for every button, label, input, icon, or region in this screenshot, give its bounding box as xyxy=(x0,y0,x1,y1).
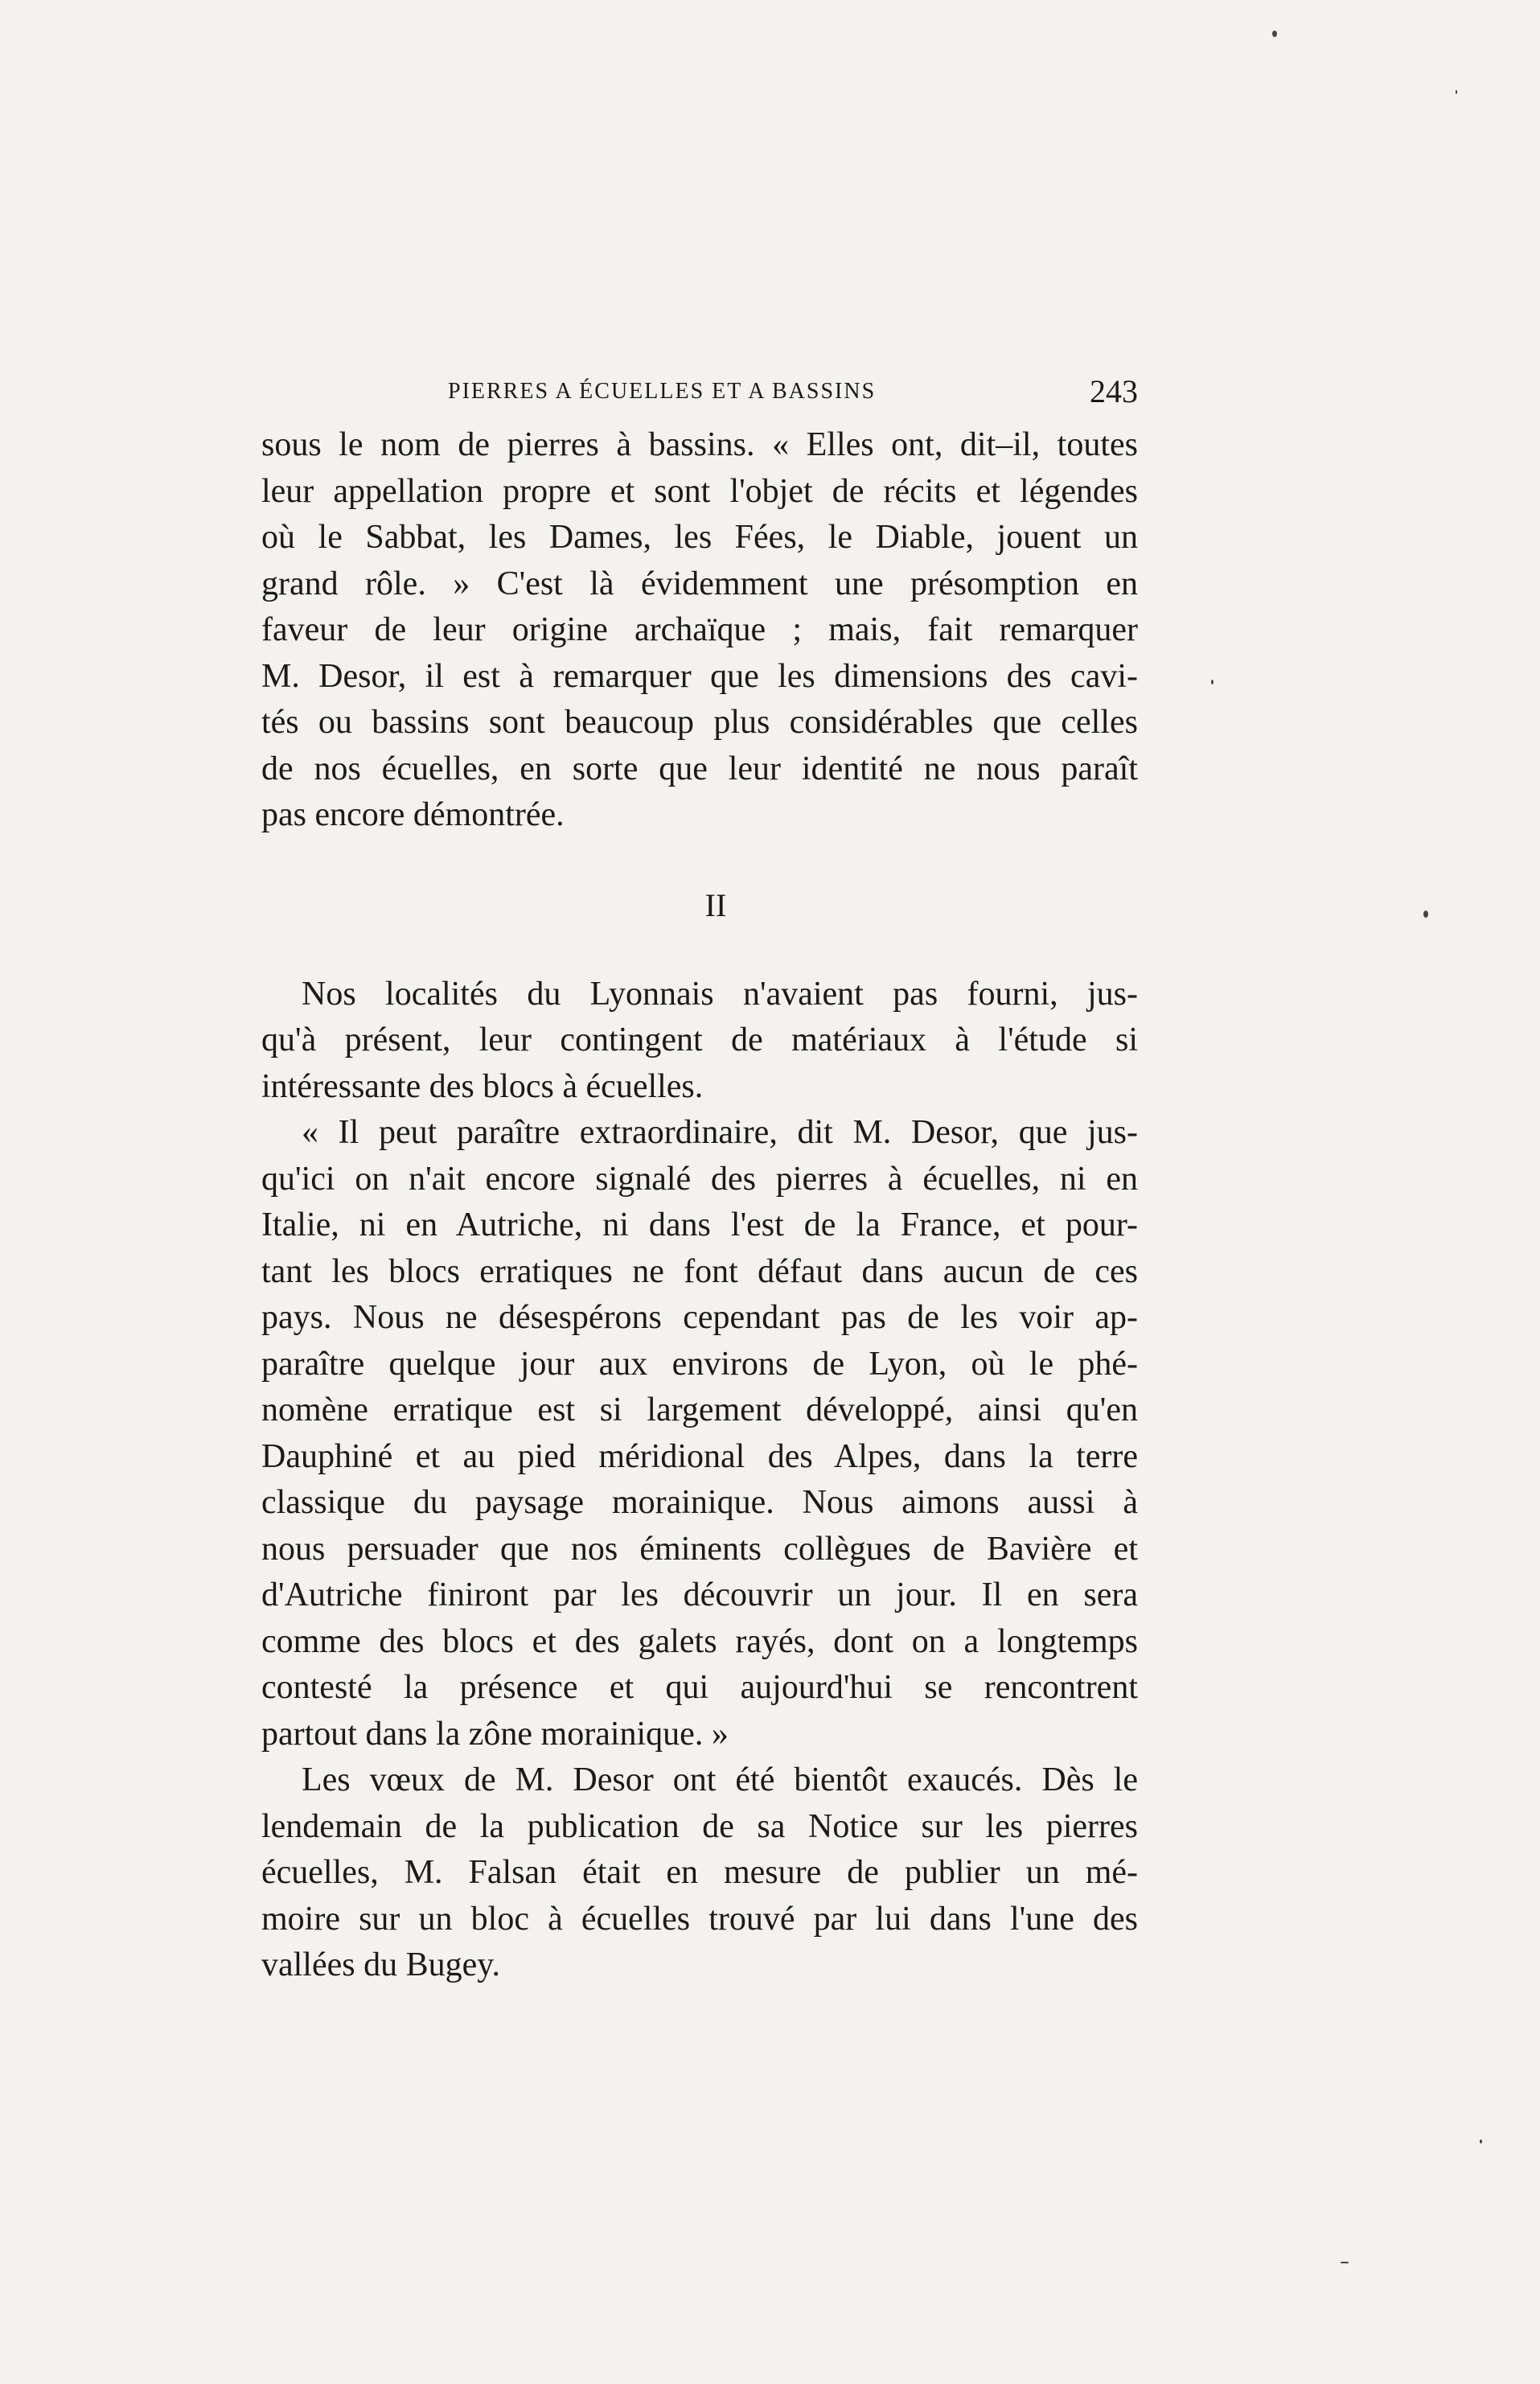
text-line: Dauphiné et au pied méridional des Alpes, dans la terre xyxy=(261,1437,1138,1475)
running-title: PIERRES A ÉCUELLES ET A BASSINS xyxy=(448,379,877,404)
section-heading: II xyxy=(704,886,727,923)
text-line: « Il peut paraître extraordinaire, dit M. Desor, que jus- xyxy=(302,1114,1138,1151)
paragraph-3 xyxy=(261,1110,1138,1757)
text-block xyxy=(261,422,1138,1989)
text-line: grand rôle. » C'est là évidemment une présomption en xyxy=(261,565,1138,602)
page-number: 243 xyxy=(1090,373,1138,409)
text-line: leur appellation propre et sont l'objet de récits et légendes xyxy=(261,472,1138,510)
scan-speck xyxy=(1341,2262,1349,2263)
paragraph-2 xyxy=(261,972,1138,1111)
text-line: pas encore démontrée. xyxy=(261,796,565,833)
text-line: nomène erratique est si largement développé, ainsi qu'en xyxy=(261,1391,1138,1428)
text-line: intéressante des blocs à écuelles. xyxy=(261,1067,704,1105)
text-line: Les vœux de M. Desor ont été bientôt exaucés. Dès le xyxy=(302,1761,1138,1798)
text-line: où le Sabbat, les Dames, les Fées, le Diable, jouent un xyxy=(261,519,1138,556)
paragraph-1 xyxy=(261,422,1138,839)
text-line: faveur de leur origine archaïque ; mais, fait remarquer xyxy=(261,611,1138,648)
text-line: d'Autriche finiront par les découvrir un jour. Il en sera xyxy=(261,1576,1138,1613)
scan-speck xyxy=(1480,2139,1482,2144)
text-line: qu'ici on n'ait encore signalé des pierres à écuelles, ni en xyxy=(261,1160,1138,1198)
scan-speck xyxy=(1423,910,1428,918)
text-line: Nos localités du Lyonnais n'avaient pas fourni, jus- xyxy=(302,975,1138,1013)
text-line: partout dans la zône morainique. » xyxy=(261,1715,729,1753)
text-line: qu'à présent, leur contingent de matériaux à l'étude si xyxy=(261,1021,1138,1058)
text-line: comme des blocs et des galets rayés, dont on a longtemps xyxy=(261,1622,1138,1660)
scan-speck xyxy=(1456,90,1457,94)
text-line: Italie, ni en Autriche, ni dans l'est de la France, et pour- xyxy=(261,1206,1138,1243)
text-line: tés ou bassins sont beaucoup plus considérables que celles xyxy=(261,704,1138,741)
text-line: tant les blocs erratiques ne font défaut dans aucun de ces xyxy=(261,1252,1138,1290)
text-line: de nos écuelles, en sorte que leur identité ne nous paraît xyxy=(261,750,1138,787)
text-line: moire sur un bloc à écuelles trouvé par lui dans l'une des xyxy=(261,1900,1138,1938)
text-line: contesté la présence et qui aujourd'hui se rencontrent xyxy=(261,1669,1138,1706)
text-line: classique du paysage morainique. Nous aimons aussi à xyxy=(261,1484,1138,1521)
text-line: pays. Nous ne désespérons cependant pas de les voir ap- xyxy=(261,1299,1138,1336)
text-line: lendemain de la publication de sa Notice sur les pierres xyxy=(261,1807,1138,1845)
text-line: écuelles, M. Falsan était en mesure de publier un mé- xyxy=(261,1854,1138,1891)
scan-speck xyxy=(1272,31,1277,37)
scan-speck xyxy=(1211,680,1214,684)
text-line: M. Desor, il est à remarquer que les dimensions des cavi- xyxy=(261,657,1138,695)
text-line: vallées du Bugey. xyxy=(261,1946,501,1983)
running-head xyxy=(261,372,1138,421)
text-line: sous le nom de pierres à bassins. « Elles ont, dit–il, toutes xyxy=(261,426,1138,463)
text-line: paraître quelque jour aux environs de Lyon, où le phé- xyxy=(261,1345,1138,1383)
paragraph-4 xyxy=(261,1757,1138,1989)
text-line: nous persuader que nos éminents collègues de Bavière et xyxy=(261,1530,1138,1568)
